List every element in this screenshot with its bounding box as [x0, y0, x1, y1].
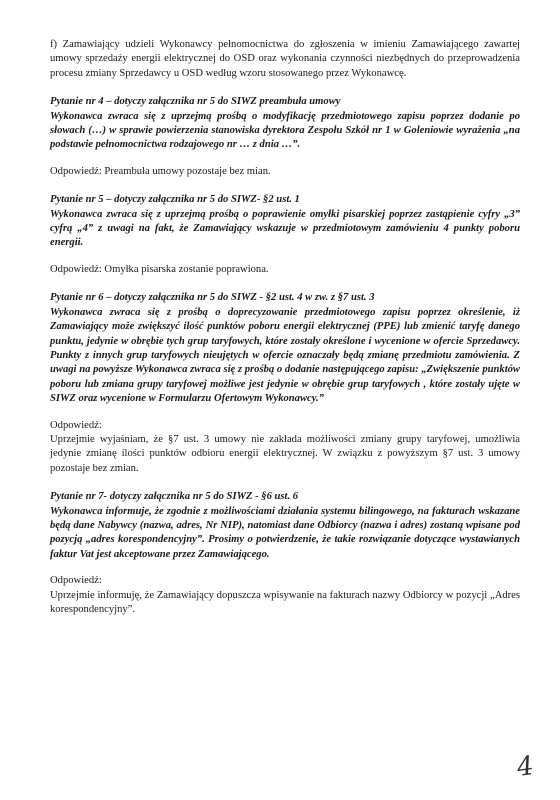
question-7-answer: Uprzejmie informuję, że Zamawiający dopuszcza wpisywanie na fakturach nazwy Odbiorcy w pozycji „Adres korespondencyjny”. [50, 589, 520, 615]
question-5-body: Wykonawca zwraca się z uprzejmą prośbą o poprawienie omyłki pisarskiej poprzez zastąpienie cyfry „3” cyfrą „4” z uwagi na fakt, że Zamawiający wskazuje w przedmiotowym zamówieniu 4 punkty poboru energii. [50, 208, 520, 249]
handwritten-page-number: 4 [515, 750, 537, 784]
question-6-title: Pytanie nr 6 – dotyczy załącznika nr 5 do SIWZ - §2 ust. 4 w zw. z §7 ust. 3 [50, 292, 375, 304]
document-page [50, 38, 520, 617]
question-7-body: Wykonawca informuje, że zgodnie z możliwościami działania systemu bilingowego, na fakturach wskazane będą dane Nabywcy (nazwa, adres, Nr NIP), natomiast dane Odbiorcy (nazwa i adres) zostaną wpisane pod pozycją „adres korespondencyjny”. Prosimy o potwierdzenie, że takie rozwiązanie dotyczące wystawianych faktur Vat jest akceptowane przez Zamawiającego. [50, 505, 520, 560]
question-7-answer-label: Odpowiedź: [50, 575, 102, 587]
intro-paragraph: f) Zamawiający udzieli Wykonawcy pełnomocnictwa do zgłoszenia w imieniu Zamawiającego zawartej umowy sprzedaży energii elektrycznej do OSD oraz wykonania czynności niezbędnych do przeprowadzenia procesu zmiany Sprzedawcy u OSD według wzoru stosowanego przez Wykonawcę. [50, 39, 520, 79]
question-4-title: Pytanie nr 4 – dotyczy załącznika nr 5 do SIWZ preambuła umowy [50, 96, 341, 108]
question-6-body: Wykonawca zwraca się z prośbą o doprecyzowanie przedmiotowego zapisu poprzez określenie, iż Zamawiający może zwiększyć ilość punktów poboru energii elektrycznej (PPE) lub zmienić taryfę danego punktu, jedynie w obrębie tych grup taryfowych, które zostały określone i wycenione w ofercie Sprzedawcy. Punkty z innych grup taryfowych nieujętych w ofercie oznaczały będą zmianę przedmiotu zamówienia. Z uwagi na powyższe Wykonawca zwraca się z prośbą o dodanie następującego zapisu: „Zwiększenie punktów poboru lub zmiana grupy taryfowej możliwe jest jedynie w obrębie grup taryfowych , które zostały ujęte w SIWZ oraz wycenione w Formularzu Ofertowym Wykonawcy.” [50, 306, 520, 405]
question-6-answer-label: Odpowiedź: [50, 419, 102, 431]
question-7-title: Pytanie nr 7- dotyczy załącznika nr 5 do SIWZ - §6 ust. 6 [50, 491, 299, 503]
question-5-answer: Odpowiedź: Omyłka pisarska zostanie poprawiona. [50, 263, 269, 275]
question-6-answer: Uprzejmie wyjaśniam, że §7 ust. 3 umowy nie zakłada możliwości zmiany grupy taryfowej, umożliwia jedynie zmianę ilości punktów odbioru energii elektrycznej. W związku z powyższym §7 ust. 3 umowy pozostaje bez zmian. [50, 433, 520, 474]
question-4-body: Wykonawca zwraca się z uprzejmą prośbą o modyfikację przedmiotowego zapisu poprzez dodanie po słowach (…) w sprawie powierzenia stanowiska dyrektora Zespołu Szkół nr 1 w Goleniowie wyrażenia „na podstawie pełnomocnictwa rodzajowego nr … z dnia …”. [50, 110, 520, 151]
question-5-title: Pytanie nr 5 – dotyczy załącznika nr 5 do SIWZ- §2 ust. 1 [50, 194, 300, 206]
question-4-answer: Odpowiedź: Preambuła umowy pozostaje bez mian. [50, 165, 271, 177]
